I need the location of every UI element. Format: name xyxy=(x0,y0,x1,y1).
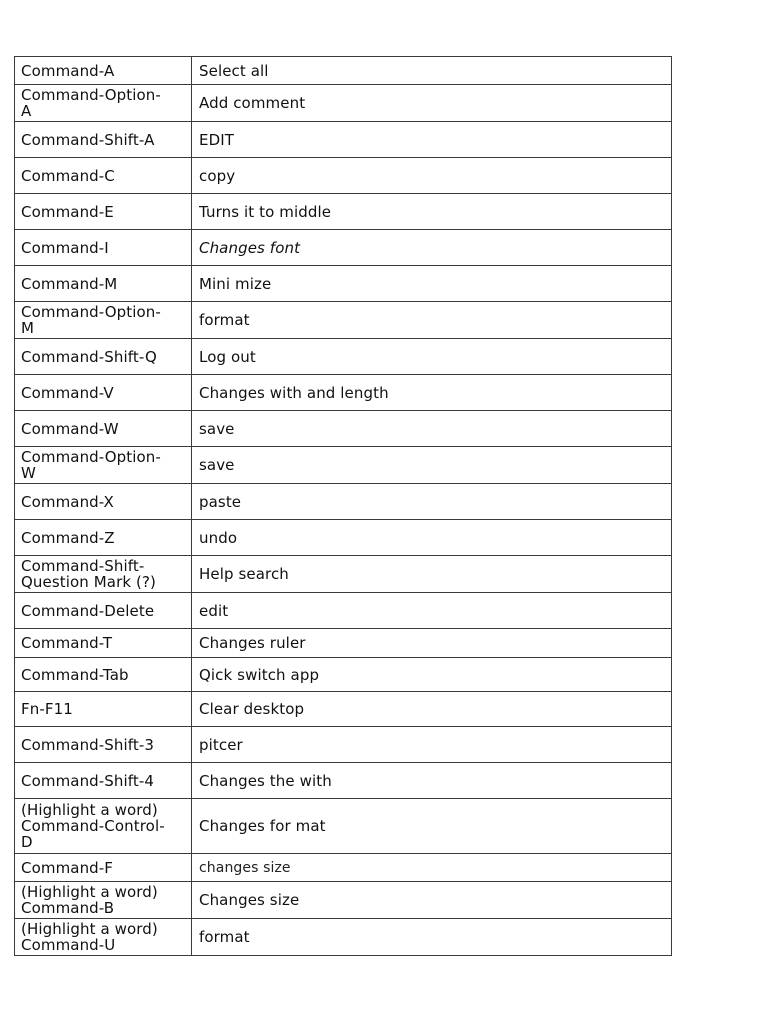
shortcut-key-cell: Command-W xyxy=(15,411,192,447)
table-row xyxy=(15,302,672,339)
shortcut-description-cell: Changes size xyxy=(192,882,672,919)
shortcut-key-cell: Command-C xyxy=(15,158,192,194)
shortcut-key-cell: Command-Shift-A xyxy=(15,122,192,158)
shortcut-table xyxy=(14,56,672,956)
shortcut-key-cell: Command-Shift-4 xyxy=(15,763,192,799)
table-row xyxy=(15,57,672,85)
shortcut-description-cell: Changes font xyxy=(192,230,672,266)
shortcut-key-cell: Command-E xyxy=(15,194,192,230)
table-row xyxy=(15,339,672,375)
shortcut-key-cell: Command-F xyxy=(15,854,192,882)
shortcut-key-cell: Command-X xyxy=(15,484,192,520)
shortcut-description-cell: Mini mize xyxy=(192,266,672,302)
table-row xyxy=(15,919,672,956)
shortcut-description-cell: Select all xyxy=(192,57,672,85)
shortcut-description-cell: save xyxy=(192,411,672,447)
shortcut-key-cell: Command-Option- W xyxy=(15,447,192,484)
table-row xyxy=(15,763,672,799)
shortcut-description-cell: changes size xyxy=(192,854,672,882)
shortcut-table-body xyxy=(15,57,672,956)
shortcut-description-cell: Turns it to middle xyxy=(192,194,672,230)
shortcut-key-cell: Command-Shift-Q xyxy=(15,339,192,375)
table-row xyxy=(15,158,672,194)
shortcut-description-cell: save xyxy=(192,447,672,484)
shortcut-key-cell: (Highlight a word) Command-Control- D xyxy=(15,799,192,854)
shortcut-key-cell: (Highlight a word) Command-B xyxy=(15,882,192,919)
table-row xyxy=(15,266,672,302)
table-row xyxy=(15,556,672,593)
shortcut-description-cell: Add comment xyxy=(192,85,672,122)
table-row xyxy=(15,194,672,230)
table-row xyxy=(15,411,672,447)
shortcut-key-cell: Command-Option- M xyxy=(15,302,192,339)
shortcut-description-cell: Changes the with xyxy=(192,763,672,799)
shortcut-description-cell: Clear desktop xyxy=(192,692,672,727)
shortcut-key-cell: Command-Shift- Question Mark (?) xyxy=(15,556,192,593)
shortcut-key-cell: Command-V xyxy=(15,375,192,411)
shortcut-description-cell: pitcer xyxy=(192,727,672,763)
table-row xyxy=(15,85,672,122)
shortcut-description-cell: undo xyxy=(192,520,672,556)
table-row xyxy=(15,520,672,556)
shortcut-key-cell: Command-M xyxy=(15,266,192,302)
shortcut-description-cell: Log out xyxy=(192,339,672,375)
table-row xyxy=(15,122,672,158)
shortcut-key-cell: Fn-F11 xyxy=(15,692,192,727)
shortcut-description-cell: Changes ruler xyxy=(192,629,672,658)
table-row xyxy=(15,692,672,727)
table-row xyxy=(15,447,672,484)
table-row xyxy=(15,484,672,520)
table-row xyxy=(15,799,672,854)
shortcut-description-cell: edit xyxy=(192,593,672,629)
shortcut-key-cell: Command-Z xyxy=(15,520,192,556)
table-row xyxy=(15,593,672,629)
table-row xyxy=(15,882,672,919)
shortcut-description-cell: Changes for mat xyxy=(192,799,672,854)
shortcut-key-cell: Command-Tab xyxy=(15,658,192,692)
shortcut-description-cell: paste xyxy=(192,484,672,520)
shortcut-description-cell: EDIT xyxy=(192,122,672,158)
shortcut-description-cell: format xyxy=(192,919,672,956)
shortcut-key-cell: (Highlight a word) Command-U xyxy=(15,919,192,956)
table-row xyxy=(15,854,672,882)
shortcut-key-cell: Command-I xyxy=(15,230,192,266)
shortcut-description-cell: Qick switch app xyxy=(192,658,672,692)
table-row xyxy=(15,727,672,763)
table-row xyxy=(15,658,672,692)
shortcut-description-cell: copy xyxy=(192,158,672,194)
shortcut-description-cell: Help search xyxy=(192,556,672,593)
shortcut-key-cell: Command-A xyxy=(15,57,192,85)
shortcut-key-cell: Command-Delete xyxy=(15,593,192,629)
shortcut-key-cell: Command-Shift-3 xyxy=(15,727,192,763)
table-row xyxy=(15,230,672,266)
table-row xyxy=(15,375,672,411)
table-row xyxy=(15,629,672,658)
shortcut-description-cell: format xyxy=(192,302,672,339)
shortcut-description-cell: Changes with and length xyxy=(192,375,672,411)
shortcut-key-cell: Command-Option- A xyxy=(15,85,192,122)
shortcut-key-cell: Command-T xyxy=(15,629,192,658)
